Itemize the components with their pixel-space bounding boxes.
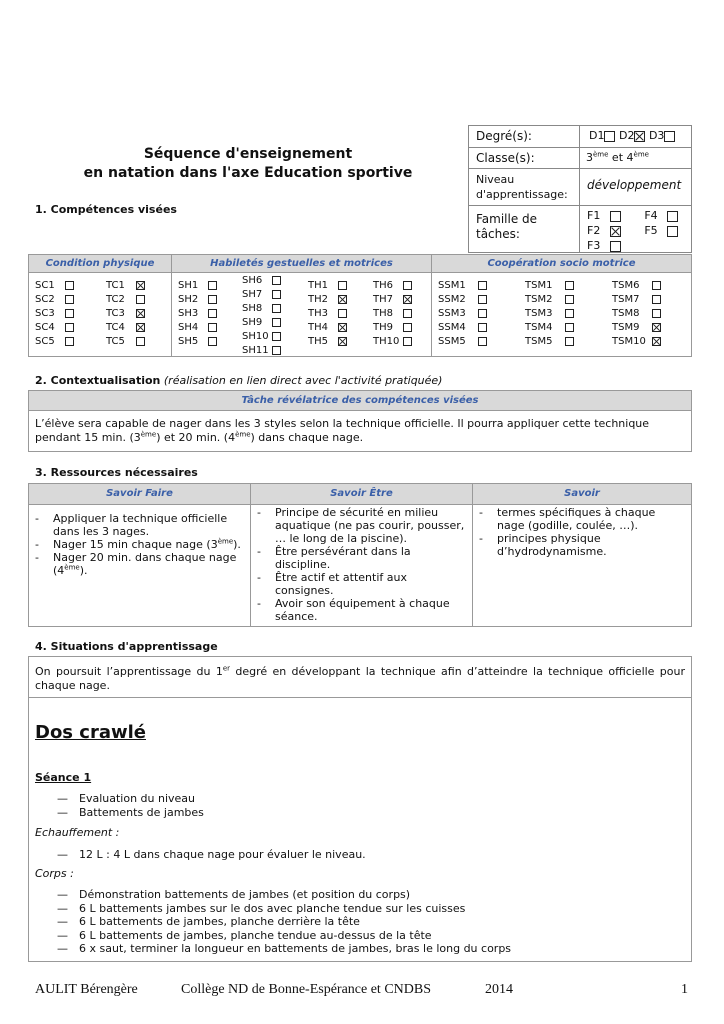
sh-checkbox[interactable] [272,346,281,355]
tc-column [106,279,145,349]
sh-label: SH3 [178,308,199,319]
famille-options [587,208,678,253]
objective-item: — Evaluation du niveau [29,792,679,806]
sh-label: SH7 [242,289,263,300]
degre-options [589,129,675,142]
tc-checkbox[interactable] [136,337,145,346]
sc-label: SC5 [35,336,55,347]
tc-item [106,293,145,307]
sh-label: SH5 [178,336,199,347]
ssm-item [438,307,487,321]
tc-item [106,321,145,335]
ssm-checkbox[interactable] [478,323,487,332]
sf-item2a: Nager 15 min chaque nage (3 [53,538,218,551]
th-checkbox[interactable] [403,337,412,346]
sh-checkbox[interactable] [208,295,217,304]
famille-f4-label: F4 [644,209,658,222]
intro-b: degré en développant la technique afin d’atteindre la technique officielle pour chaque nage. [35,665,686,692]
tache-text [35,417,685,445]
tache-text-2a: pendant 15 min. (3 [35,431,141,444]
tsm-item [612,307,661,321]
ssm-label: SSM3 [438,308,466,319]
sc-checkbox[interactable] [65,337,74,346]
sh-item [178,279,217,293]
th-label: TH8 [373,308,393,319]
footer [0,982,724,1004]
sh-checkbox[interactable] [272,276,281,285]
intro-sup: er [222,664,231,673]
th-label: TH2 [308,294,328,305]
sc-column [35,279,74,349]
title-line-2: en natation dans l'axe Education sportive [83,165,413,181]
niveau-value: développement [587,178,682,192]
ssm-checkbox[interactable] [478,281,487,290]
tc-checkbox[interactable] [136,295,145,304]
classe-value [586,151,649,164]
sh-item [242,344,281,358]
th-checkbox[interactable] [403,309,412,318]
ssm-item [438,321,487,335]
degre-d2-label: D2 [618,129,635,142]
sh-checkbox[interactable] [208,337,217,346]
contextualisation-box [28,390,692,452]
ssm-item [438,335,487,349]
sh-item [178,307,217,321]
ressources-table [28,483,692,627]
savoir-item: - termes spécifiques à chaque nage (godille, coulée, …). [475,506,685,532]
degre-d1-checkbox[interactable] [604,131,615,142]
th-item [373,293,412,307]
th-checkbox[interactable] [338,309,347,318]
tc-label: TC1 [106,280,125,291]
sh-column-a [178,279,217,349]
th-label: TH4 [308,322,328,333]
sh-column-b [242,274,281,358]
ssm-label: SSM4 [438,322,466,333]
savoir-faire-item [31,551,241,577]
sf-item3a: Nager 20 min. dans chaque nage (4 [53,551,237,577]
header-habiletes: Habiletés gestuelles et motrices [172,255,431,272]
section2-title: 2. Contextualisation [35,374,161,387]
section2-subtitle: (réalisation en lien direct avec l'activité pratiquée) [163,374,443,387]
tsm-checkbox[interactable] [565,337,574,346]
footer-year: 2014 [485,982,513,997]
section2-title-line [35,374,442,387]
savoir-faire-list [31,512,241,577]
sc-item [35,307,74,321]
section1-title: 1. Compétences visées [35,203,177,216]
ssm-checkbox[interactable] [478,309,487,318]
th-item [373,335,412,349]
tc-checkbox[interactable] [136,281,145,290]
sc-checkbox[interactable] [65,295,74,304]
th-checkbox[interactable] [403,295,412,304]
footer-school: Collège ND de Bonne-Espérance et CNDBS [181,982,431,997]
corps-item: — 6 L battements jambes sur le dos avec planche tendue sur les cuisses [29,902,679,916]
sh-item [178,293,217,307]
ssm-label: SSM2 [438,294,466,305]
niveau-label-2: d'apprentissage: [476,188,568,201]
seance-heading: Séance 1 [35,771,92,784]
famille-label-1: Famille de [476,212,538,226]
sh-item [178,335,217,349]
echauffement-label: Echauffement : [35,826,120,839]
sh-label: SH2 [178,294,199,305]
sh-item [178,321,217,335]
competences-table [28,254,692,357]
nage-heading: Dos crawlé [35,722,146,743]
tc-checkbox[interactable] [136,309,145,318]
tsm-item [525,307,574,321]
seance-objectives [29,792,679,819]
sf-item2b: ). [233,538,241,551]
classe-3: 3 [586,151,593,164]
sc-item [35,321,74,335]
info-table [468,125,692,253]
tache-text-2b: ) et 20 min. (4 [156,431,236,444]
th-label: TH6 [373,280,393,291]
tc-item [106,307,145,321]
famille-f4-checkbox[interactable] [667,211,678,222]
tsm-label: TSM3 [525,308,553,319]
sh-checkbox[interactable] [272,290,281,299]
famille-f1-checkbox[interactable] [610,211,621,222]
degre-d1-label: D1 [589,129,605,142]
ssm-checkbox[interactable] [478,337,487,346]
savoir-etre-item: - Être actif et attentif aux consignes. [253,571,465,597]
th-item [308,321,347,335]
classe-sup: ème [593,150,609,159]
sh-checkbox[interactable] [272,332,281,341]
tsm-item [612,321,661,335]
tsm-label: TSM1 [525,280,553,291]
famille-f5-checkbox[interactable] [667,226,678,237]
savoir-faire-item: - Appliquer la technique officielle dans les 3 nages. [31,512,241,538]
tsm-checkbox[interactable] [652,309,661,318]
tsm-item [525,335,574,349]
ssm-column [438,279,487,349]
th-item [308,307,347,321]
tsm-column-b [612,279,661,349]
section4-title: 4. Situations d'apprentissage [35,640,218,653]
sh-item [242,274,281,288]
sc-checkbox[interactable] [65,323,74,332]
th-item [373,279,412,293]
sh-checkbox[interactable] [208,309,217,318]
ssm-item [438,279,487,293]
famille-label-2: tâches: [476,227,520,241]
tsm-item [525,321,574,335]
th-column-b [373,279,412,349]
tsm-checkbox[interactable] [652,281,661,290]
famille-f3-checkbox[interactable] [610,241,621,252]
niveau-label-1: Niveau [476,173,515,186]
tsm-checkbox[interactable] [565,309,574,318]
th-checkbox[interactable] [338,295,347,304]
tsm-item [525,279,574,293]
th-label: TH7 [373,294,393,305]
tache-header: Tâche révélatrice des compétences visées [29,391,691,410]
sc-item [35,293,74,307]
sh-label: SH6 [242,275,263,286]
tc-item [106,335,145,349]
footer-page-number: 1 [681,982,688,997]
tsm-checkbox[interactable] [565,323,574,332]
tc-label: TC4 [106,322,125,333]
sh-checkbox[interactable] [208,281,217,290]
sh-label: SH1 [178,280,199,291]
tc-label: TC3 [106,308,125,319]
th-label: TH1 [308,280,328,291]
tsm-item [612,293,661,307]
tsm-item [525,293,574,307]
tsm-label: TSM2 [525,294,553,305]
th-checkbox[interactable] [338,281,347,290]
tsm-label: TSM4 [525,322,553,333]
tsm-label: TSM5 [525,336,553,347]
corps-item: — 6 x saut, terminer la longueur en battements de jambes, bras le long du corps [29,942,679,956]
corps-label: Corps : [35,867,74,880]
tsm-column-a [525,279,574,349]
sh-checkbox[interactable] [272,304,281,313]
th-label: TH5 [308,336,328,347]
th-item [308,335,347,349]
sh-label: SH8 [242,303,263,314]
header-savoir-faire: Savoir Faire [29,484,250,504]
sh-item [242,316,281,330]
savoir-etre-item: - Être persévérant dans la discipline. [253,545,465,571]
tsm-label: TSM7 [612,294,640,305]
sh-checkbox[interactable] [272,318,281,327]
ssm-label: SSM5 [438,336,466,347]
tsm-label: TSM8 [612,308,640,319]
th-checkbox[interactable] [403,281,412,290]
savoir-etre-list [253,506,465,623]
tc-item [106,279,145,293]
niveau-label [476,172,568,202]
sh-item [242,288,281,302]
th-label: TH10 [373,336,400,347]
sc-checkbox[interactable] [65,309,74,318]
tc-label: TC5 [106,336,125,347]
ssm-label: SSM1 [438,280,466,291]
degre-d3-checkbox[interactable] [664,131,675,142]
degre-label: Degré(s): [476,129,532,143]
th-item [308,279,347,293]
tsm-item [612,279,661,293]
famille-f2-label: F2 [587,224,601,237]
sh-checkbox[interactable] [208,323,217,332]
sh-label: SH9 [242,317,263,328]
header-savoir: Savoir [473,484,691,504]
title-line-1: Séquence d'enseignement [143,146,353,162]
sc-item [35,335,74,349]
th-label: TH9 [373,322,393,333]
classe-label: Classe(s): [476,151,535,165]
sc-label: SC2 [35,294,55,305]
savoir-list [475,506,685,558]
sh-item [242,302,281,316]
degre-d3-label: D3 [648,129,665,142]
savoir-etre-item: - Principe de sécurité en milieu aquatique (ne pas courir, pousser, … le long de la piscine). [253,506,465,545]
section3-title: 3. Ressources nécessaires [35,466,198,479]
header-condition-physique: Condition physique [29,255,171,272]
th-item [308,293,347,307]
famille-f1-label: F1 [587,209,601,222]
sc-checkbox[interactable] [65,281,74,290]
savoir-item: - principes physique d’hydrodynamisme. [475,532,685,558]
th-label: TH3 [308,308,328,319]
tsm-checkbox[interactable] [565,281,574,290]
situations-intro [35,665,685,693]
famille-f5-label: F5 [644,224,658,237]
classe-et: et 4 [608,151,634,164]
th-checkbox[interactable] [338,323,347,332]
tsm-label: TSM6 [612,280,640,291]
tache-text-2c: ) dans chaque nage. [250,431,364,444]
tsm-label: TSM10 [612,336,646,347]
situations-box [28,656,692,962]
tache-sup1: ème [140,430,157,439]
tsm-checkbox[interactable] [565,295,574,304]
corps-item: — 6 L battements de jambes, planche derrière la tête [29,915,679,929]
tache-sup2: ème [235,430,251,439]
echauffement-item: — 12 L : 4 L dans chaque nage pour évaluer le niveau. [29,848,679,862]
tache-text-line2 [35,431,685,445]
savoir-faire-item [31,538,241,551]
sh-label: SH4 [178,322,199,333]
echauffement-list [29,848,679,862]
tsm-checkbox[interactable] [652,337,661,346]
tsm-item [612,335,661,349]
sh-item [242,330,281,344]
famille-f3-label: F3 [587,239,601,252]
th-column-a [308,279,347,349]
sf-item3sup: ème [64,563,80,572]
document-title [60,145,436,183]
footer-author: AULIT Bérengère [35,982,138,997]
objective-item: — Battements de jambes [29,806,679,820]
famille-label [476,212,537,242]
classe-sup2: ème [633,150,649,159]
sh-label: SH10 [242,331,269,342]
header-savoir-etre: Savoir Être [251,484,472,504]
sc-label: SC1 [35,280,55,291]
corps-list [29,888,679,956]
th-item [373,321,412,335]
savoir-etre-item: - Avoir son équipement à chaque séance. [253,597,465,623]
tache-text-line1: L’élève sera capable de nager dans les 3 styles selon la technique officielle. Il pourra appliquer cette technique [35,417,650,430]
corps-item: — 6 L battements de jambes, planche tendue au-dessus de la tête [29,929,679,943]
ssm-item [438,293,487,307]
sc-item [35,279,74,293]
sf-item3b: ). [79,564,88,577]
tc-label: TC2 [106,294,125,305]
corps-item: — Démonstration battements de jambes (et position du corps) [29,888,679,902]
th-checkbox[interactable] [338,337,347,346]
th-item [373,307,412,321]
th-checkbox[interactable] [403,323,412,332]
degre-d2-checkbox[interactable] [634,131,645,142]
sc-label: SC4 [35,322,55,333]
sc-label: SC3 [35,308,55,319]
tsm-checkbox[interactable] [652,295,661,304]
sf-item2sup: ème [217,537,234,546]
tsm-label: TSM9 [612,322,640,333]
tsm-checkbox[interactable] [652,323,661,332]
sh-label: SH11 [242,345,269,356]
header-cooperation: Coopération socio motrice [432,255,691,272]
famille-f2-checkbox[interactable] [610,226,621,237]
ssm-checkbox[interactable] [478,295,487,304]
intro-a: On poursuit l’apprentissage du 1 [35,665,223,678]
tc-checkbox[interactable] [136,323,145,332]
